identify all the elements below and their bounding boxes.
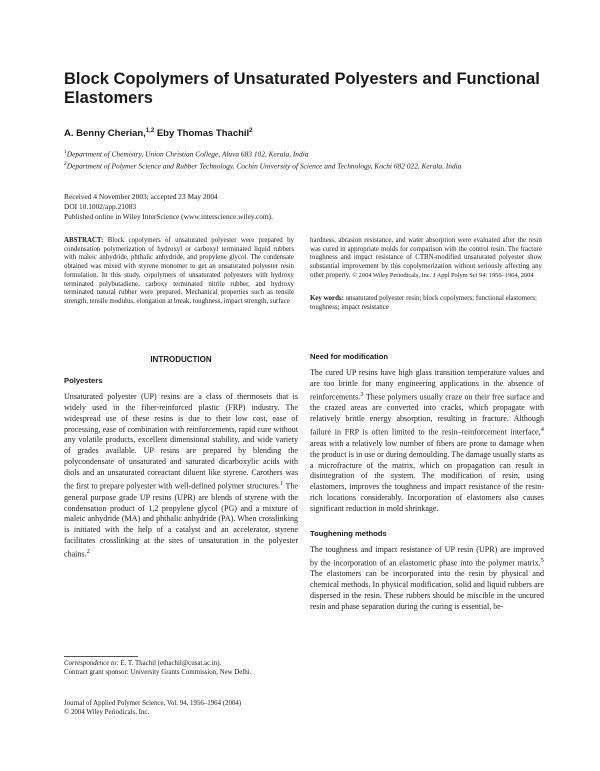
publication-dates — [64, 192, 544, 222]
keywords-text: unsaturated polyester resin; block copolymers; functional elastomers; toughness; impact resistance — [310, 295, 537, 311]
correspondence-note: Correspondence to: E. T. Thachil (ethachil@cusat.ac.in). — [64, 660, 222, 667]
reference-mark: 1 — [280, 480, 284, 488]
subsection-heading: Toughening methods — [310, 529, 387, 539]
keywords — [310, 295, 542, 312]
keywords-label: Key words: — [310, 295, 344, 302]
subsection-heading: Polyesters — [64, 375, 103, 385]
body-paragraph: The cured UP resins have high glass transition temperature values and are too brittle for many engineering applications in the absence of reinforcements.$^3$ These polymers usually craze on their free surface and the crazed areas are converted into cracks, which propagate with relatively brittle energy absorption, resulting in fracture. Although failure in FRP is often limited to the resin–reinforcement interface,$^4$ areas with a relatively low number of fibers are prone to damage when the product is in use or during demoulding. The damage usually starts as a microfracture of the matrix, which on propagation can result in disintegration of the system. The modification of resin, using elastomers, improves the toughness and impact resistance of the resin-rich locations considerably. Incorporation of elastomers also causes significant reduction in mold shrinkage. — [310, 367, 544, 514]
footnotes — [64, 660, 298, 677]
reference-mark: 5 — [540, 556, 544, 564]
affiliation: $^1$Department of Chemistry, Union Christian College, Aluva 683 102, Kerala, India — [64, 149, 309, 159]
journal-copyright: © 2004 Wiley Periodicals, Inc. — [64, 708, 150, 716]
published-online: Published online in Wiley InterScience (www.interscience.wiley.com). — [64, 212, 273, 221]
author-line — [64, 128, 544, 139]
journal-citation — [64, 700, 298, 717]
abstract-copyright: © 2004 Wiley Periodicals, Inc. J Appl Polym Sci 94: 1956–1964, 2004 — [352, 271, 534, 279]
received-date: Received 4 November 2003; accepted 23 May 2004 — [64, 192, 218, 201]
body-paragraph: The toughness and impact resistance of UP resin (UPR) are improved by the incorporation of an elastomeric phase into the polymer matrix.$^5$ The elastomers can be incorporated into the resin by physical and chemical methods. In physical modification, solid and liquid rubbers are dispersed in the resin. These rubbers should be miscible in the uncured resin and phase separation during the curing is essential, be- — [310, 544, 544, 612]
grant-note: Contract grant sponsor: University Grants Commission, New Delhi. — [64, 668, 252, 676]
body-paragraph: Unsaturated polyester (UP) resins are a class of thermosets that is widely used in the fiber-reinforced plastic (FRP) industry. The widespread use of these resins is due to their low cost, ease of processing, ease of combination with reinforcements, rapid cure without any volatile products, excellent dimensional stability, and wide variety of grades available. UP resins are prepared by blending the polycondensate of unsaturated and saturated dicarboxylic acids with diols and an unsaturated coreactant diluent like styrene. Carothers was the first to prepare polyester with well-defined polymer structures.$^1$ The general purpose grade UP resins (UPR) are blends of styrene with the condensation product of 1,2 propylene glycol (PG) and a mixture of maleic anhydride (MA) and phthalic anhydride (PA). When crosslinking is initiated with the help of a catalyst and an accelerator, styrene facilitates crosslinking at the sites of unsaturation in the polyester chains.$^2$ — [64, 391, 298, 559]
affiliations — [64, 147, 544, 172]
author-name: A. Benny Cherian, — [64, 128, 146, 140]
reference-mark: 2 — [86, 548, 90, 556]
journal-line: Journal of Applied Polymer Science, Vol. 94, 1956–1964 (2004) — [64, 700, 242, 707]
abstract-label: ABSTRACT: — [64, 237, 104, 244]
footnote-divider — [64, 656, 138, 657]
section-heading: INTRODUCTION — [150, 355, 212, 364]
author-name: Eby Thomas Thachil — [156, 128, 250, 140]
paper-title: Block Copolymers of Unsaturated Polyesters and Functional Elastomers — [64, 70, 540, 107]
abstract-text: Block copolymers of unsaturated polyester were prepared by condensation polymerization of hydroxyl or carboxyl terminated liquid rubbers with maleic anhydride, phthalic anhydride, and propylene glycol. The condensate obtained was mixed with styrene monomer to get an unsaturated polyester resin formulation. In this study, copolymers of unsaturated polyesters with hydroxy terminated polybutadiene, carboxy terminated nitrile rubber, and hydroxy terminated natural rubber were prepared. Mechanical properties such as tensile strength, tensile modulus, elongation at break, toughness, impact strength, surface — [64, 237, 294, 305]
abstract-left — [64, 237, 294, 307]
affiliation: $^2$Department of Polymer Science and Rubber Technology, Cochin University of Science and Technology, Kochi 682 022, Kerala, India — [64, 161, 462, 171]
reference-mark: 4 — [540, 426, 544, 434]
subsection-heading: Need for modification — [310, 352, 389, 361]
author-affiliation-mark: 2 — [249, 128, 253, 134]
author-affiliation-mark: 1,2 — [145, 128, 155, 134]
reference-mark: 3 — [360, 390, 364, 398]
abstract-right — [310, 237, 542, 281]
doi: DOI 10.1002/app.21083 — [64, 202, 137, 211]
right-column — [310, 352, 544, 619]
abstract-text: hardness, abrasion resistance, and water absorption were evaluated after the resin was cured in appropriate molds for comparison with the control resin. The fracture toughness and impact resistance of CTBN-modified unsaturated polyester show substantial improvement by this copolymerization without seriously affecting any other property. — [310, 237, 542, 279]
left-column — [64, 352, 298, 567]
